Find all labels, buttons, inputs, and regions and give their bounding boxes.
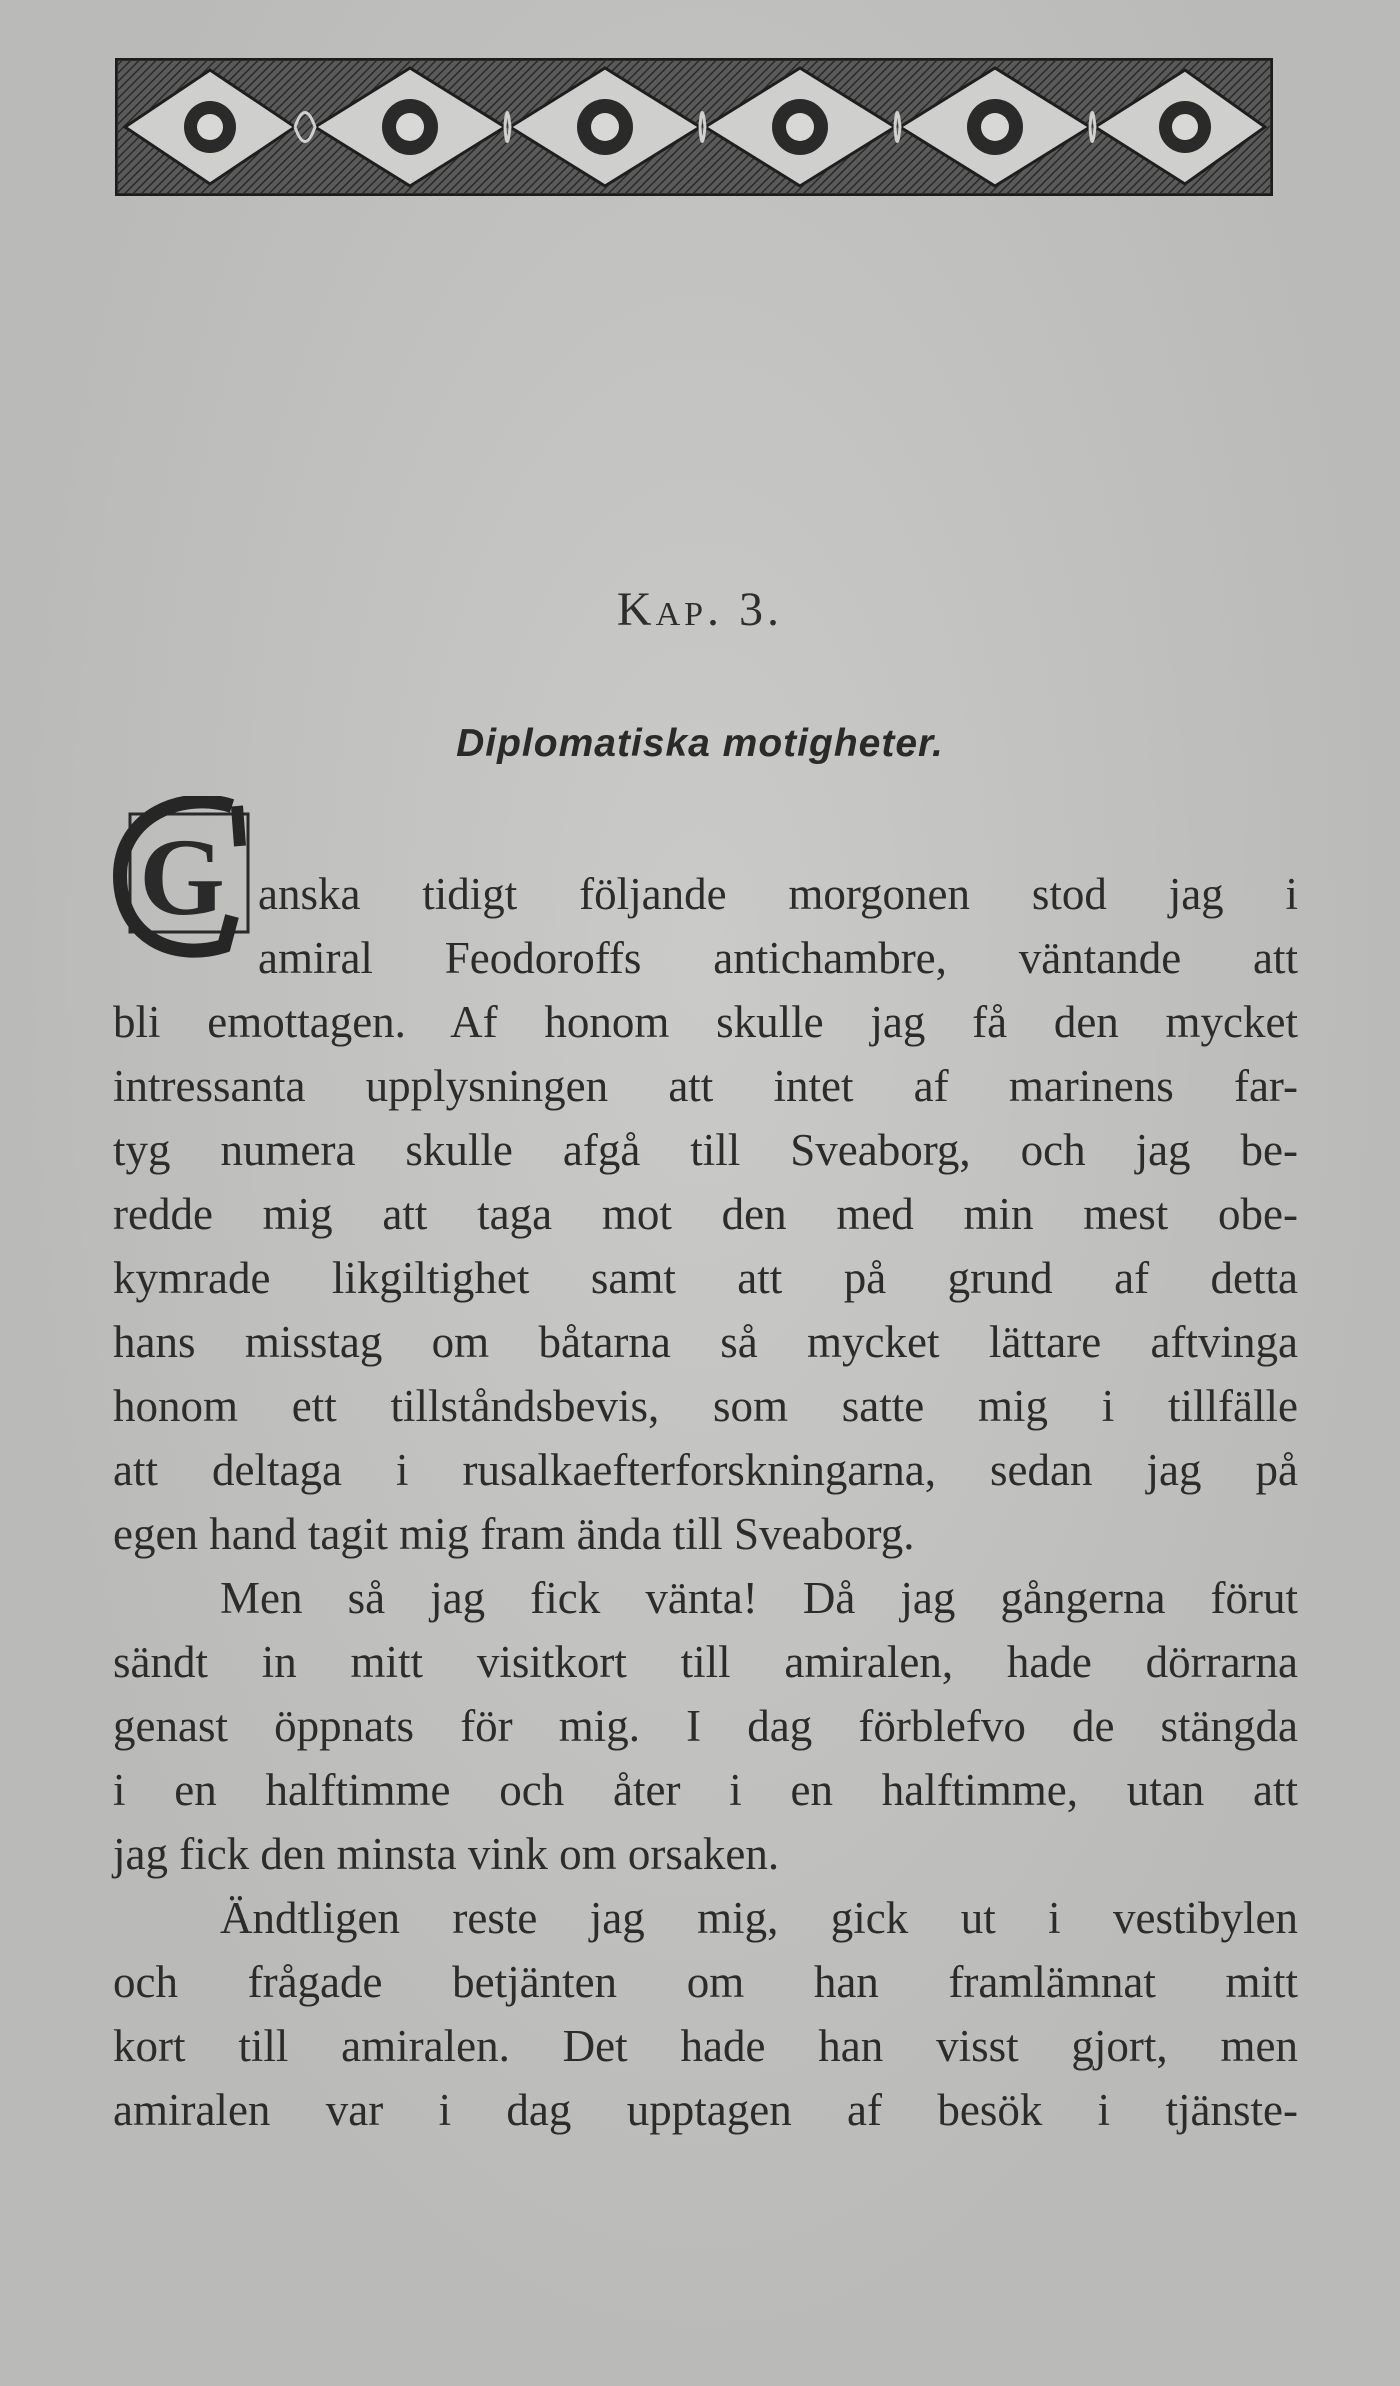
text-line: hans misstag om båtarna så mycket lättare aftvinga: [113, 1317, 1298, 1367]
text-line: Men så jag fick vänta! Då jag gångerna förut: [220, 1573, 1298, 1623]
decorative-header-border: [115, 58, 1273, 196]
chapter-subtitle: Diplomatiska motigheter.: [456, 722, 944, 765]
text-line: i en halftimme och åter i en halftimme, utan att: [113, 1765, 1298, 1815]
text-line: intressanta upplysningen att intet af marinens far-: [113, 1061, 1298, 1111]
text-line: egen hand tagit mig fram ända till Sveaborg.: [113, 1509, 915, 1559]
text-line: genast öppnats för mig. I dag förblefvo de stängda: [113, 1701, 1298, 1751]
chapter-heading: Kap. 3.: [616, 583, 784, 636]
text-line: jag fick den minsta vink om orsaken.: [113, 1829, 780, 1879]
text-line: och frågade betjänten om han framlämnat mitt: [113, 1957, 1298, 2007]
text-line: redde mig att taga mot den med min mest obe-: [113, 1189, 1298, 1239]
text-line: honom ett tillståndsbevis, som satte mig i tillfälle: [113, 1381, 1298, 1431]
text-line: sändt in mitt visitkort till amiralen, hade dörrarna: [113, 1637, 1298, 1687]
drop-cap-letter: [112, 796, 254, 966]
text-line: Ändtligen reste jag mig, gick ut i vestibylen: [220, 1893, 1298, 1943]
text-line: kort till amiralen. Det hade han visst gjort, men: [113, 2021, 1298, 2071]
text-line: att deltaga i rusalkaefterforskningarna, sedan jag på: [113, 1445, 1298, 1495]
text-line: amiralen var i dag upptagen af besök i tjänste-: [113, 2085, 1298, 2135]
text-line: tyg numera skulle afgå till Sveaborg, och jag be-: [113, 1125, 1298, 1175]
text-line: kymrade likgiltighet samt att på grund af detta: [113, 1253, 1298, 1303]
text-line: anska tidigt följande morgonen stod jag i: [258, 869, 1298, 919]
text-line: amiral Feodoroffs antichambre, väntande att: [258, 933, 1298, 983]
svg-text:G: G: [139, 816, 225, 938]
text-line: bli emottagen. Af honom skulle jag få den mycket: [113, 997, 1298, 1047]
